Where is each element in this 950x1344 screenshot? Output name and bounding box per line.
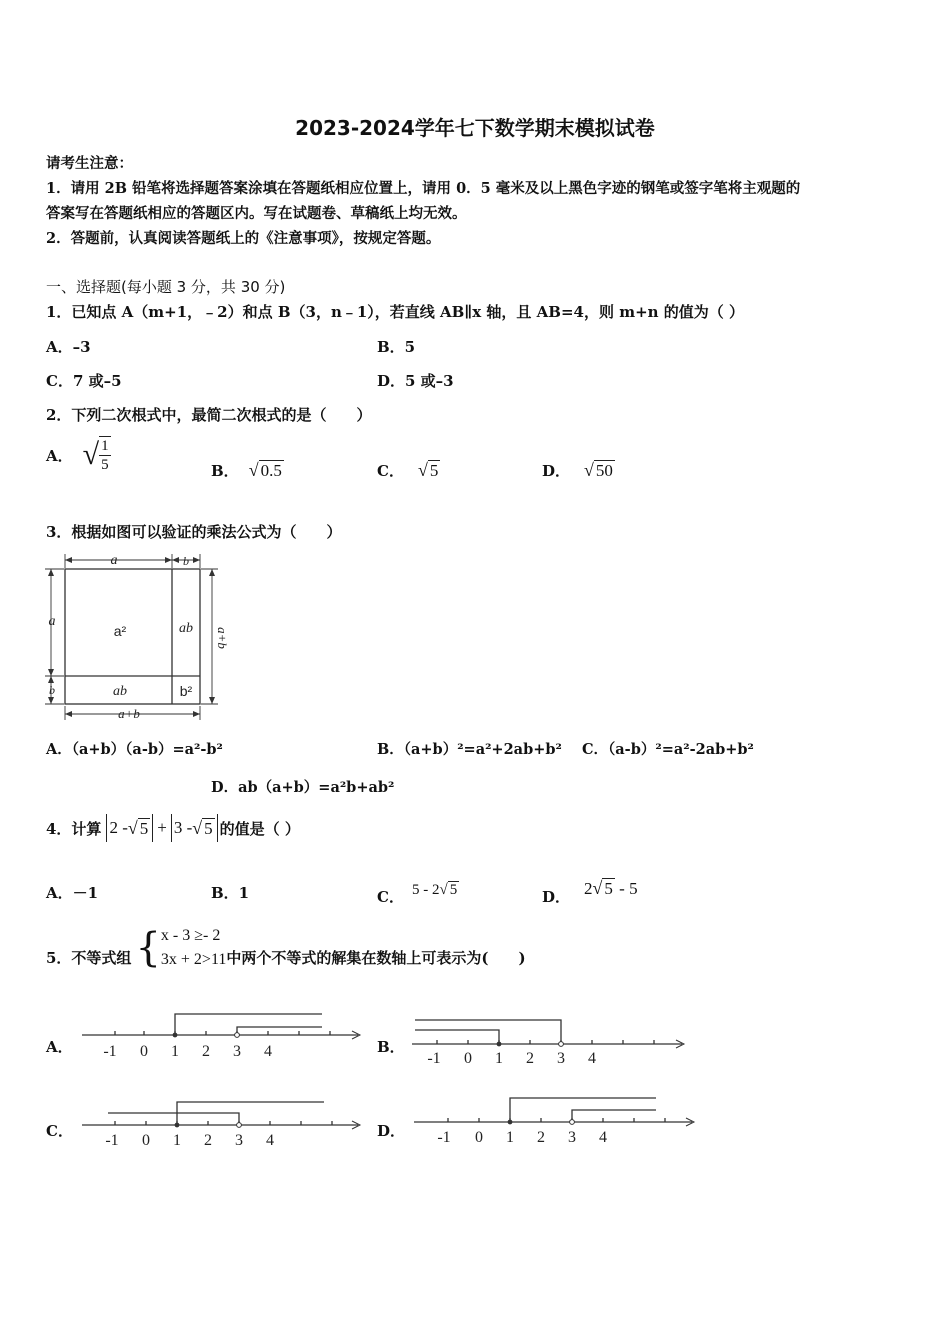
label-a-squared: a² xyxy=(113,623,127,639)
q4-stem-post: 的值是（ ） xyxy=(219,819,300,838)
tick-label: 0 xyxy=(475,1129,483,1146)
tick-label: 3 xyxy=(557,1050,565,1067)
label-top-b: b xyxy=(183,554,189,568)
q4-stem-pre: 4．计算 xyxy=(46,819,102,838)
q4-radicand-2: 5 xyxy=(204,818,213,838)
q2-b-radicand: 0.5 xyxy=(260,461,282,480)
q5-stem-post: 中两个不等式的解集在数轴上可表示为( ) xyxy=(226,948,526,967)
q4-d-pre: 2 xyxy=(584,879,593,898)
q4-d-label: D． xyxy=(542,888,571,906)
q3-option-d[interactable]: D．ab（a+b）=a²b+ab² xyxy=(211,779,395,796)
notice-line-2: 2．答题前，认真阅读答题纸上的《注意事项》，按规定答题。 xyxy=(46,230,441,247)
q4-term2: 3 - xyxy=(173,818,193,837)
q5-option-d-numberline[interactable] xyxy=(412,1090,702,1152)
label-ab-bottom: ab xyxy=(113,684,127,699)
q4-radicand-1: 5 xyxy=(139,818,149,838)
tick-label: 3 xyxy=(235,1132,243,1149)
tick-label: -1 xyxy=(105,1132,119,1149)
q4-c-label: C． xyxy=(377,888,404,906)
notice-line-1a: 1．请用 2B 铅笔将选择题答案涂填在答题纸相应位置上，请用 0．5 毫米及以上黑色字迹的钢笔或签字笔将主观题的 xyxy=(46,180,801,197)
q5-option-b-numberline[interactable] xyxy=(410,1008,690,1070)
q3-option-b[interactable]: B．（a+b）²=a²+2ab+b² xyxy=(377,741,562,758)
q2-c-radicand: 5 xyxy=(429,461,439,480)
q5-option-a-label[interactable]: A． xyxy=(46,1038,73,1056)
tick-label: 1 xyxy=(506,1129,514,1146)
q5-brace: { xyxy=(135,925,161,971)
section-heading: 一、选择题(每小题 3 分，共 30 分) xyxy=(46,278,286,296)
tick-label: -1 xyxy=(103,1043,117,1060)
q2-a-den: 5 xyxy=(101,457,109,473)
q2-d-label: D． xyxy=(542,462,571,480)
q4-plus: + xyxy=(157,818,167,837)
q1-option-d[interactable]: D．5 或–3 xyxy=(377,372,454,390)
q4-option-b[interactable]: B．1 xyxy=(211,884,250,902)
q3-option-c[interactable]: C．（a-b）²=a²-2ab+b² xyxy=(582,741,754,758)
q5-stem-pre: 5．不等式组 xyxy=(46,948,132,967)
q5-option-a-numberline[interactable] xyxy=(80,1005,370,1067)
tick-label: 4 xyxy=(264,1043,272,1060)
q4-term1: 2 - xyxy=(109,818,128,837)
q2-option-d[interactable]: D． √ 50 xyxy=(542,460,613,480)
q2-a-label: A． xyxy=(46,446,73,465)
tick-label: 4 xyxy=(599,1129,607,1146)
notice-line-1b: 答案写在答题纸相应的答题区内。写在试题卷、草稿纸上均无效。 xyxy=(46,205,467,222)
q5-option-b-label[interactable]: B． xyxy=(377,1038,405,1056)
tick-label: 0 xyxy=(142,1132,150,1149)
tick-label: 2 xyxy=(204,1132,212,1149)
tick-label: 3 xyxy=(233,1043,241,1060)
q5-option-c-numberline[interactable] xyxy=(80,1092,370,1154)
tick-label: 0 xyxy=(140,1043,148,1060)
tick-label: 2 xyxy=(202,1043,210,1060)
label-b-squared: b² xyxy=(179,683,193,699)
q4-c-radicand: 5 xyxy=(449,881,458,898)
q3-option-a[interactable]: A．（a+b）（a-b）=a²-b² xyxy=(46,741,223,758)
q4-c-expr: 5 - 2 xyxy=(411,881,440,898)
q4-option-d[interactable]: D． 2√ 5 - 5 xyxy=(542,878,638,906)
q1-stem: 1．已知点 A（m+1，﹣2）和点 B（3，n﹣1），若直线 AB∥x 轴，且 AB=4，则 m+n 的值为（ ） xyxy=(46,303,744,321)
q3-stem: 3．根据如图可以验证的乘法公式为（ ） xyxy=(46,523,342,541)
q4-stem: 4．计算 2 - √ 5 + 3 - √ 5 的值是（ ） xyxy=(46,814,300,842)
q4-d-radicand: 5 xyxy=(604,879,613,898)
label-left-b: b xyxy=(49,683,55,697)
q2-a-num: 1 xyxy=(101,438,109,454)
q4-d-post: - 5 xyxy=(614,879,638,898)
q1-option-c[interactable]: C．7 或–5 xyxy=(46,372,122,390)
tick-label: 1 xyxy=(495,1050,503,1067)
tick-label: 1 xyxy=(171,1043,179,1060)
q2-option-b[interactable]: B． √ 0.5 xyxy=(211,460,282,480)
q5-option-c-label[interactable]: C． xyxy=(46,1122,73,1140)
q4-option-c[interactable]: C． 5 - 2√ 5 xyxy=(377,881,458,906)
tick-label: -1 xyxy=(427,1050,441,1067)
q2-c-label: C． xyxy=(377,462,404,480)
q2-b-label: B． xyxy=(211,462,239,480)
tick-label: 2 xyxy=(526,1050,534,1067)
q2-option-c[interactable]: C． √ 5 xyxy=(377,460,439,480)
q5-inequality-2: 3x + 2>11 xyxy=(160,951,227,968)
q2-stem: 2．下列二次根式中，最简二次根式的是（ ） xyxy=(46,406,372,424)
tick-label: 2 xyxy=(537,1129,545,1146)
q2-option-a[interactable]: A． √ $\frac{1}{5}$ xyxy=(46,438,109,473)
notice-heading: 请考生注意： xyxy=(46,155,133,172)
tick-label: 4 xyxy=(588,1050,596,1067)
tick-label: 1 xyxy=(173,1132,181,1149)
page-title: 2023-2024学年七下数学期末模拟试卷 xyxy=(295,116,655,140)
q2-d-radicand: 50 xyxy=(595,461,613,480)
q3-area-diagram xyxy=(40,548,230,723)
q1-option-b[interactable]: B．5 xyxy=(377,338,416,356)
tick-label: 4 xyxy=(266,1132,274,1149)
label-left-a: a xyxy=(48,614,56,629)
label-right-apb: a+b xyxy=(215,627,230,649)
q5-inequality-1: x - 3 ≥- 2 xyxy=(160,927,221,944)
q5-stem xyxy=(46,924,526,972)
q1-option-a[interactable]: A．–3 xyxy=(46,338,91,356)
tick-label: -1 xyxy=(437,1129,451,1146)
label-ab-right: ab xyxy=(179,621,193,636)
tick-label: 3 xyxy=(568,1129,576,1146)
label-top-a: a xyxy=(110,553,118,568)
label-bottom-apb: a+b xyxy=(118,706,140,721)
q4-option-a[interactable]: A．－1 xyxy=(46,884,99,902)
q5-option-d-label[interactable]: D． xyxy=(377,1122,406,1140)
tick-label: 0 xyxy=(464,1050,472,1067)
